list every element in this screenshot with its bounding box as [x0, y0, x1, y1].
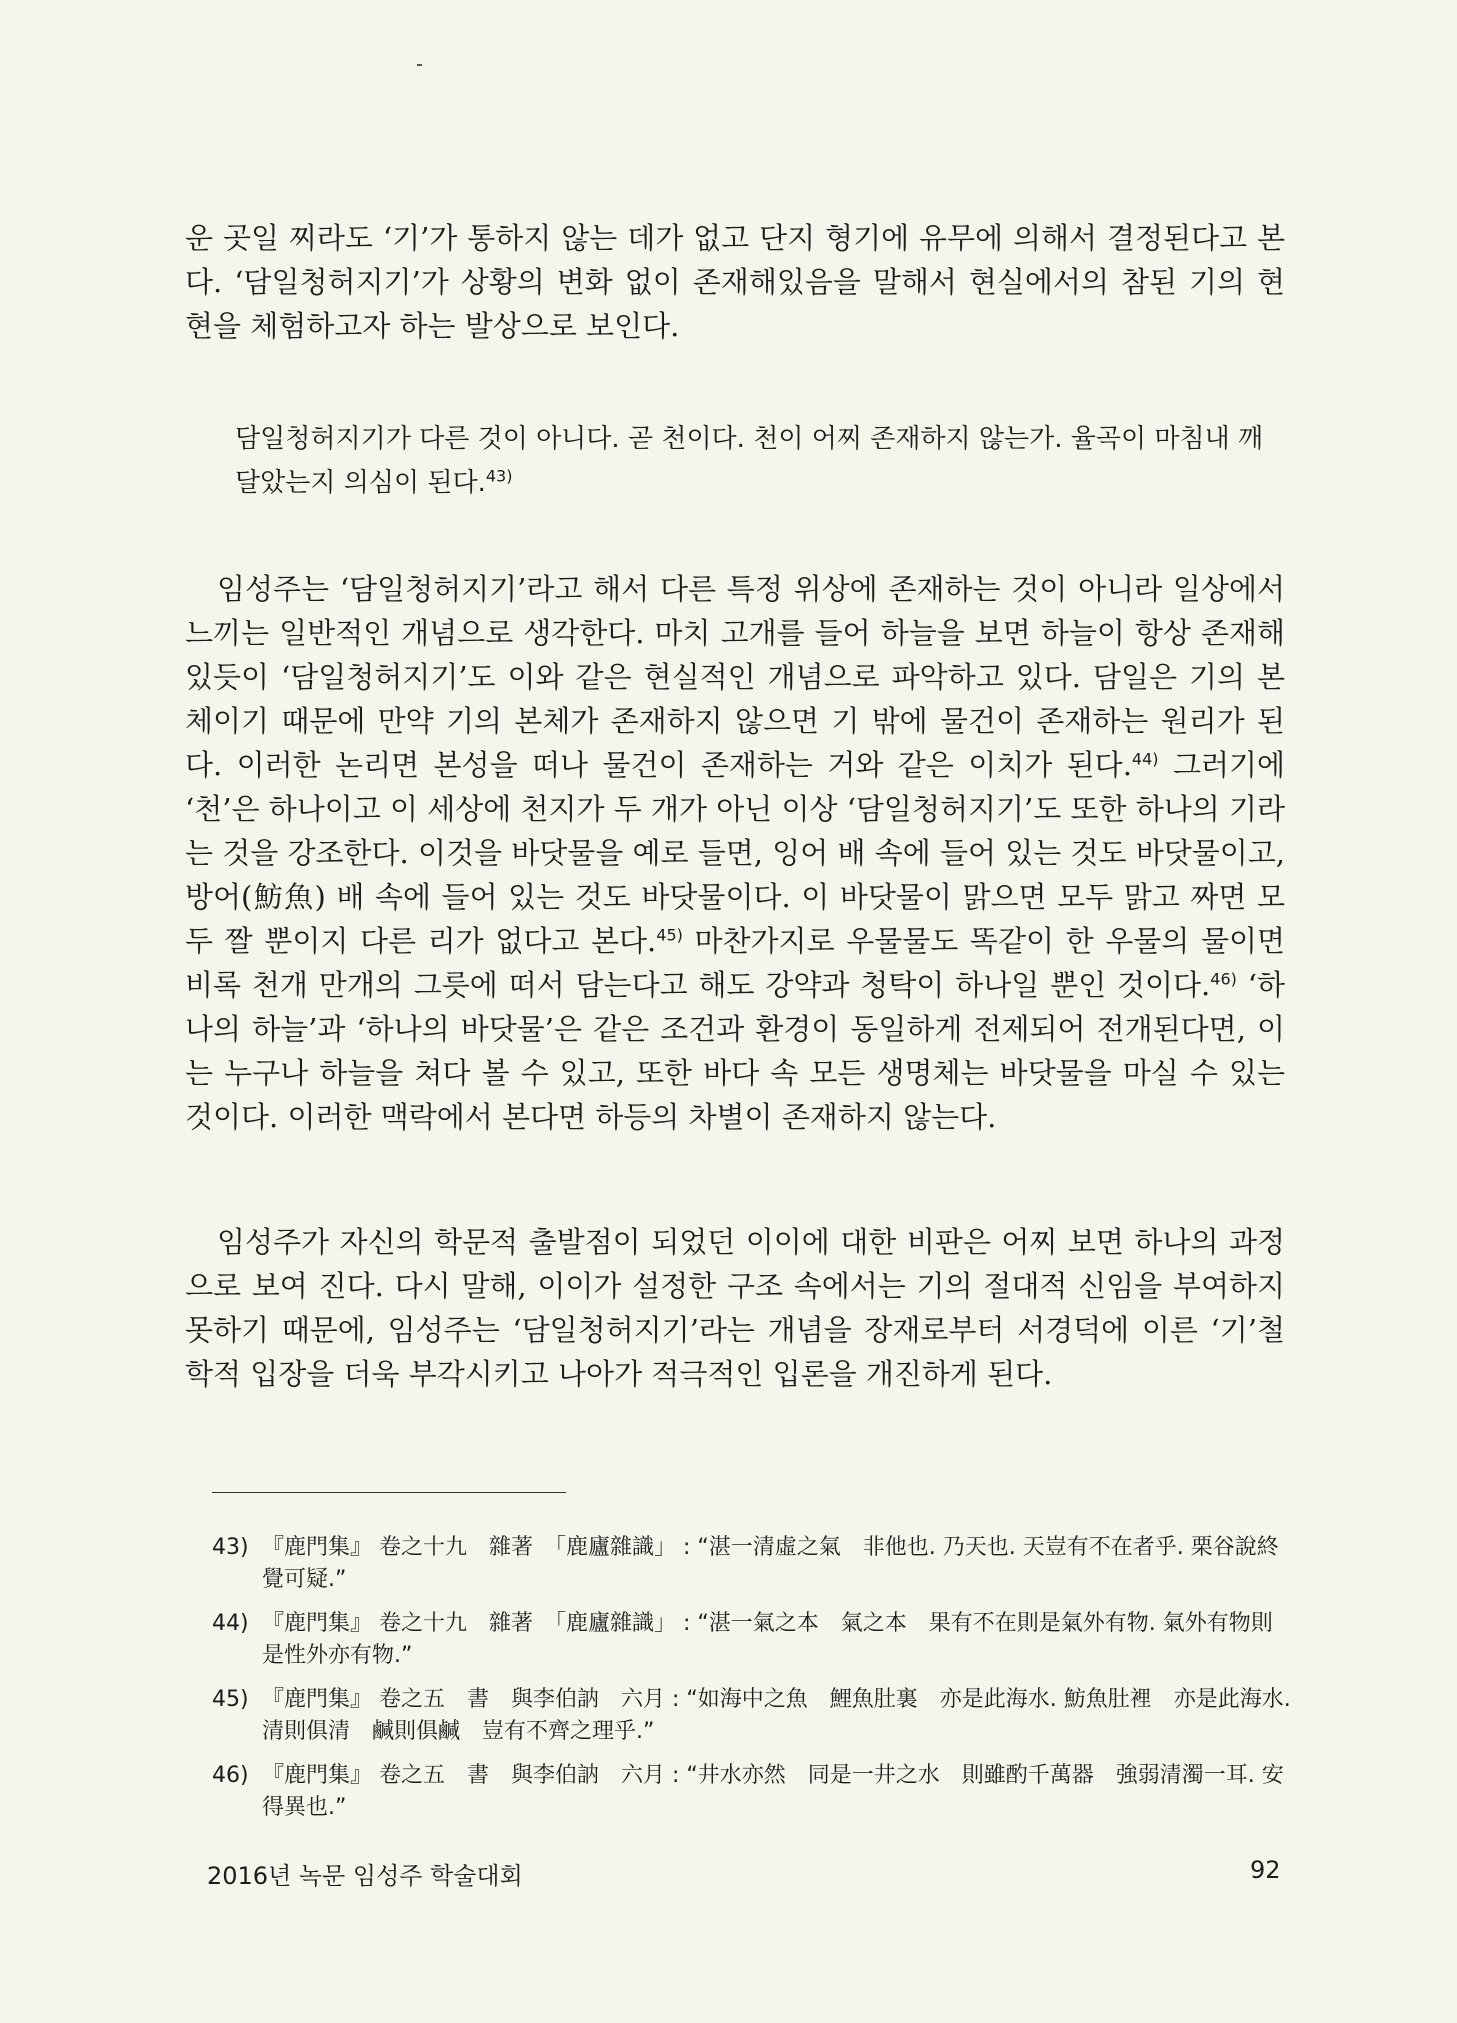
footnote-46 [212, 1760, 1292, 1824]
body-paragraph-1: 운 곳일 찌라도 ‘기’가 통하지 않는 데가 없고 단지 형기에 유무에 의해서 결정된다고 본다. ‘담일청허지기’가 상황의 변화 없이 존재해있음을 말해서 현실에서의 참된 기의 현현을 체험하고자 하는 발상으로 보인다. [185, 221, 1285, 343]
footnote-text: 『鹿門集』 卷之十九 雜著 「鹿廬雜識」 : “湛一氣之本 氣之本 果有不在則是氣外有物. 氣外有物則是性外亦有物.” [262, 1611, 1273, 1668]
footnote-ref-46: 46) [1210, 969, 1237, 989]
paragraph-2-segment: ‘하나의 하늘’과 ‘하나의 바닷물’은 같은 조건과 환경이 동일하게 전제되어 전개된다면, 이는 누구나 하늘을 쳐다 볼 수 있고, 또한 바다 속 모든 생명체는 바닷물을 마실 수 있는 것이다. 이러한 맥락에서 본다면 하등의 차별이 존재하지 않는다. [185, 968, 1285, 1134]
footnote-number: 46) [212, 1763, 249, 1788]
footnote-ref-44: 44) [1131, 749, 1159, 769]
footnote-text: 『鹿門集』 卷之五 書 與李伯訥 六月 : “如海中之魚 鯉魚肚裏 亦是此海水. 魴魚肚裡 亦是此海水. 清則俱清 鹹則俱鹹 豈有不齊之理乎.” [262, 1687, 1291, 1744]
page-number: 92 [1250, 1856, 1281, 1884]
paragraph-2-segment: 임성주는 ‘담일청허지기’라고 해서 다른 특정 위상에 존재하는 것이 아니라 일상에서 느끼는 일반적인 개념으로 생각한다. 마치 고개를 들어 하늘을 보면 하늘이 항상 존재해 있듯이 ‘담일청허지기’도 이와 같은 현실적인 개념으로 파악하고 있다. 담일은 기의 본체이기 때문에 만약 기의 본체가 존재하지 않으면 기 밖에 물건이 존재하는 원리가 된다. 이러한 논리면 본성을 떠나 물건이 존재하는 거와 같은 이치가 된다. [185, 572, 1285, 782]
paragraph-2-segment: 마찬가지로 우물물도 똑같이 한 우물의 물이면 비록 천개 만개의 그릇에 떠서 담는다고 해도 강약과 청탁이 하나일 뿐인 것이다. [185, 924, 1285, 1002]
body-paragraph-3: 임성주가 자신의 학문적 출발점이 되었던 이이에 대한 비판은 어찌 보면 하나의 과정으로 보여 진다. 다시 말해, 이이가 설정한 구조 속에서는 기의 절대적 신임을 부여하지 못하기 때문에, 임성주는 ‘담일청허지기’라는 개념을 장재로부터 서경덕에 이른 ‘기’철학적 입장을 더욱 부각시키고 나아가 적극적인 입론을 개진하게 된다. [185, 1225, 1285, 1391]
footnote-text: 『鹿門集』 卷之五 書 與李伯訥 六月 : “井水亦然 同是一井之水 則雖酌千萬器 強弱清濁一耳. 安得異也.” [262, 1763, 1284, 1820]
body-paragraph-2 [185, 567, 1285, 1139]
footnote-ref-43: 43) [485, 466, 513, 486]
footer-conference-title: 2016년 녹문 임성주 학술대회 [207, 1862, 523, 1890]
footnote-43 [212, 1532, 1292, 1596]
footnotes [212, 1532, 1292, 1836]
footnote-ref-45: 45) [656, 925, 683, 945]
footnote-number: 43) [212, 1535, 249, 1560]
footnote-separator [212, 1492, 566, 1493]
footnote-text: 『鹿門集』 卷之十九 雜著 「鹿廬雜識」 : “湛一清虛之氣 非他也. 乃天也. 天豈有不在者乎. 栗谷說終覺可疑.” [262, 1535, 1279, 1592]
block-quote [235, 417, 1275, 505]
scan-speck [417, 64, 422, 66]
footnote-44 [212, 1608, 1292, 1672]
footnote-number: 45) [212, 1687, 249, 1712]
quote-text: 담일청허지기가 다른 것이 아니다. 곧 천이다. 천이 어찌 존재하지 않는가. 율곡이 마침내 깨달았는지 의심이 된다. [235, 424, 1264, 498]
paragraph-2-segment: 그러기에 ‘천’은 하나이고 이 세상에 천지가 두 개가 아닌 이상 ‘담일청허지기’도 또한 하나의 기라는 것을 강조한다. 이것을 바닷물을 예로 들면, 잉어 배 속에 들어 있는 것도 바닷물이고, 방어(魴魚) 배 속에 들어 있는 것도 바닷물이다. 이 바닷물이 맑으면 모두 맑고 짜면 모두 짤 뿐이지 다른 리가 없다고 본다. [185, 748, 1285, 958]
footnote-45 [212, 1684, 1292, 1748]
footnote-number: 44) [212, 1611, 249, 1636]
